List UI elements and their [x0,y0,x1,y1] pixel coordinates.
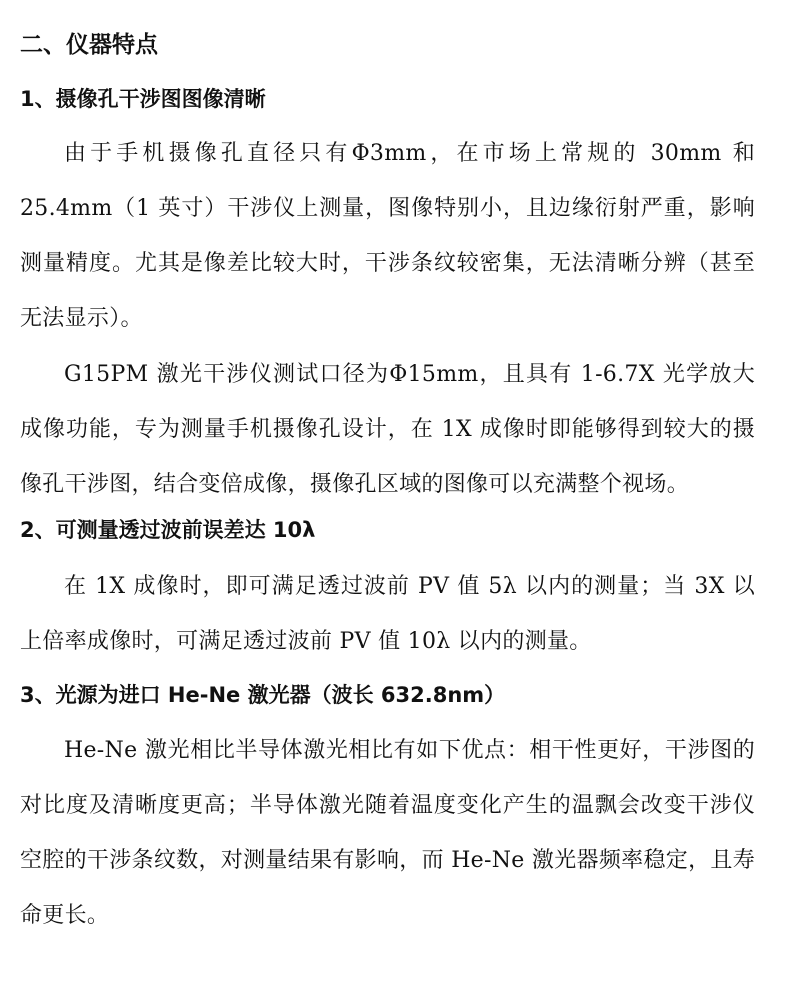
subsection-title-1: 1、摄像孔干涉图图像清晰 [20,87,266,111]
paragraph-2-1: 在 1X 成像时，即可满足透过波前 PV 值 5λ 以内的测量；当 3X 以上倍率成像时，可满足透过波前 PV 值 10λ 以内的测量。 [20,574,755,654]
paragraph-3-1: He-Ne 激光相比半导体激光相比有如下优点：相干性更好，干涉图的对比度及清晰度更高；半导体激光随着温度变化产生的温飘会改变干涉仪空腔的干涉条纹数，对测量结果有影响，而 He-Ne 激光器频率稳定，且寿命更长。 [20,738,755,928]
subsection-title-2: 2、可测量透过波前误差达 10λ [20,518,316,542]
paragraph-1-1: 由于手机摄像孔直径只有Φ3mm，在市场上常规的 30mm 和 25.4mm（1 英寸）干涉仪上测量，图像特别小，且边缘衍射严重，影响测量精度。尤其是像差比较大时，干涉条纹较密集，无法清晰分辨（甚至无法显示）。 [20,141,755,331]
paragraph-1-2: G15PM 激光干涉仪测试口径为Φ15mm，且具有 1-6.7X 光学放大成像功能，专为测量手机摄像孔设计，在 1X 成像时即能够得到较大的摄像孔干涉图，结合变倍成像，摄像孔区域的图像可以充满整个视场。 [20,362,755,497]
subsection-title-3: 3、光源为进口 He-Ne 激光器（波长 632.8nm） [20,683,506,707]
section-heading: 二、仪器特点 [20,32,158,58]
